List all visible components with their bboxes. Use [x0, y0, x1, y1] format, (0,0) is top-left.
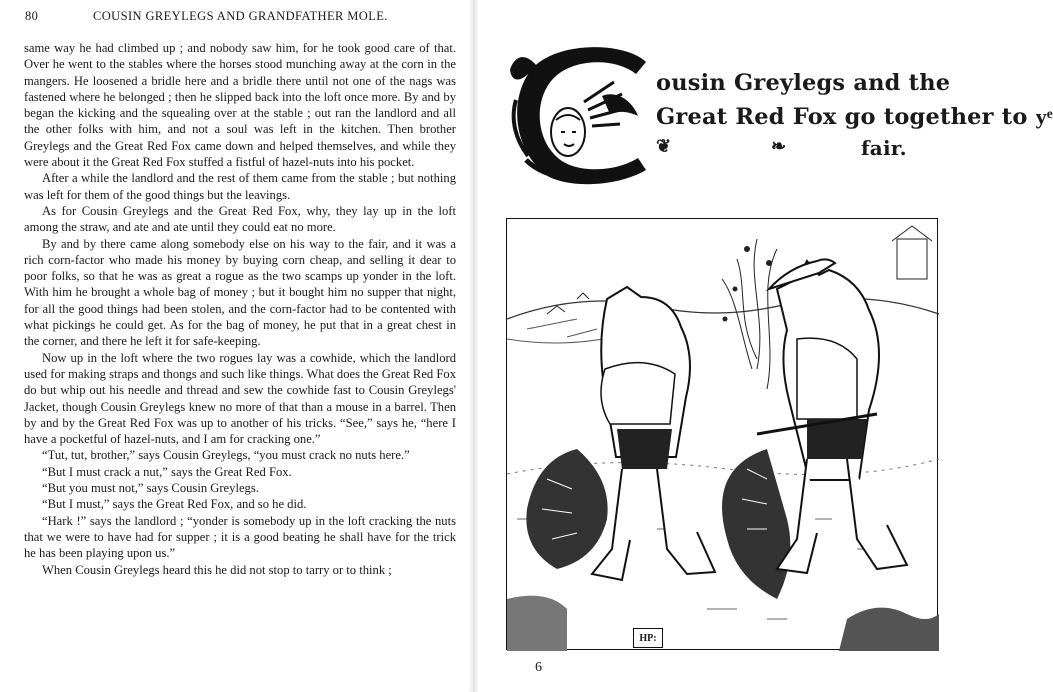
body-paragraph: “Tut, tut, brother,” says Cousin Greylegs, “you must crack no nuts here.”: [42, 448, 410, 463]
body-paragraph: By and by there came along somebody else on his way to the fair, and it was a rich corn-factor who made his money by buying corn cheap, and selling it dear to poor folks, so that he was as great a rogue as the two scamps up yonder in the loft. With him he brought a whole bag of money ; but it bought him no supper that night, for all the good things had been stolen, and the corn-factor had to be contented with what pickings he could get. As for the bag of money, he put that in a great chest in the corner, and there he left it for safe-keeping.: [24, 236, 456, 349]
illustration-two-foxes: [506, 218, 938, 650]
body-paragraph: As for Cousin Greylegs and the Great Red Fox, why, they lay up in the loft among the straw, and ate and ate until they could eat no more.: [24, 203, 456, 235]
chapter-title-line-1: ousin Greylegs and the: [656, 70, 951, 96]
artist-monogram: HP:: [633, 628, 663, 648]
fleuron-ornament-left: ❦: [656, 136, 672, 156]
body-text: [24, 40, 456, 578]
body-paragraph: “But I must crack a nut,” says the Great Red Fox.: [42, 464, 292, 479]
body-paragraph: “Hark !” says the landlord ; “yonder is somebody up in the loft cracking the nuts that we were to have had for supper ; it is a good beating he shall have for the trick he has been playing upon us.”: [24, 513, 456, 561]
body-paragraph: Now up in the loft where the two rogues lay was a cowhide, which the landlord used for making straps and thongs and such like things. What does the Great Red Fox do but whip out his needle and thread and sew the cowhide fast to Cousin Greylegs' Jacket, though Cousin Greylegs knew no more of that than a mouse in a barrel. Then by and by the Great Red Fox was up to another of his tricks. “See,” says he, “here I have a pocketful of hazel-nuts, and I am for cracking one.”: [24, 350, 456, 447]
fleuron-ornament-middle: ❧: [771, 136, 787, 156]
chapter-title-block: [506, 40, 1053, 190]
body-paragraph: When Cousin Greylegs heard this he did not stop to tarry or to think ;: [42, 562, 392, 577]
body-paragraph: “But I must,” says the Great Red Fox, and so he did.: [42, 497, 307, 512]
chapter-title-line-2: Great Red Fox go together to yͤ: [656, 104, 1053, 130]
running-title: COUSIN GREYLEGS AND GRANDFATHER MOLE.: [93, 9, 388, 23]
body-paragraph: same way he had climbed up ; and nobody saw him, for he took good care of that. Over he went to the stables where the horses stood munching away at the corn in the mangers. He loosened a bridle here and a bridle there until not one of the nags was fastened where he belonged ; then he slipped back into the loft once more. By and by began the kicking and the squealing over at the stable ; out ran the landlord and all the other folks with him, and not a soul was left in the kitchen. Then brother Greylegs and the Great Red Fox came down and helped themselves, and while they were about it the Great Red Fox stuffed a fistful of hazel-nuts into his pocket.: [24, 41, 456, 170]
decorated-initial-c-image: [506, 40, 658, 190]
page-number-right: 6: [535, 660, 542, 675]
chapter-title-line-3: fair.: [861, 136, 907, 160]
body-paragraph: “But you must not,” says Cousin Greylegs.: [42, 481, 259, 496]
decorated-initial: [506, 40, 658, 190]
left-page: [0, 0, 470, 692]
body-paragraph: After a while the landlord and the rest of them came from the stable ; but nothing was left for them of the good things but the leavings.: [24, 171, 456, 202]
fox-and-wolf-illustration: [507, 219, 939, 651]
right-page: [478, 0, 1053, 692]
page-number-left: 80: [25, 9, 39, 23]
